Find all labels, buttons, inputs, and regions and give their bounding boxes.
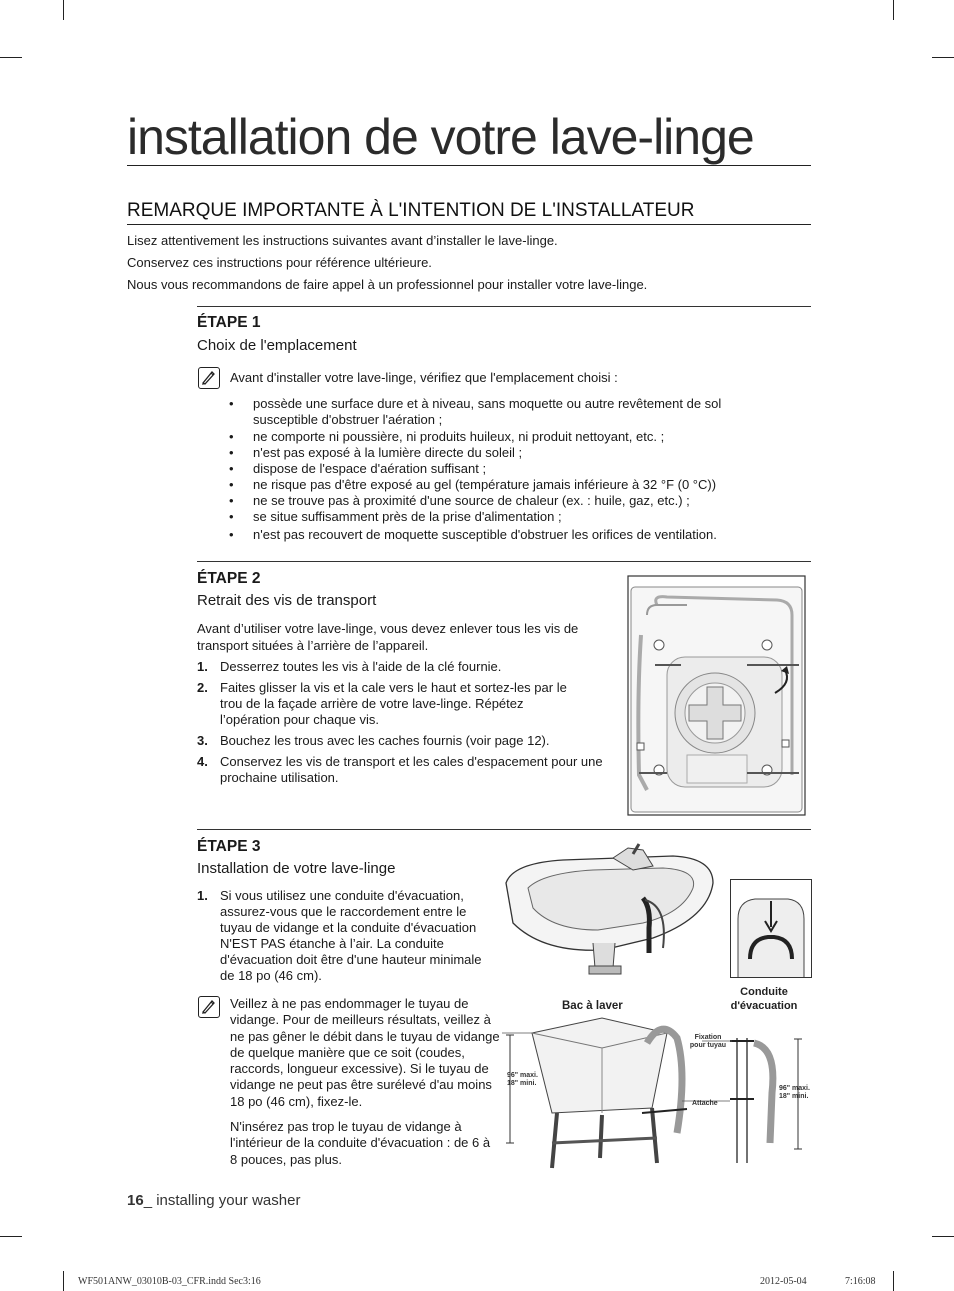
print-date: 2012-05-04 xyxy=(760,1276,807,1287)
height-right-label: 96" maxi. 18" mini. xyxy=(779,1085,810,1100)
crop-mark xyxy=(63,0,64,20)
sink-illustration xyxy=(503,838,718,978)
step3-note: Veillez à ne pas endommager le tuyau de vidange. Pour de meilleurs résultats, veillez à ne pas gêner le débit dans le tuyau de vidange de quelque manière que ce soit (coudes, raccords, longueur excessive). Si le tuyau de vidange ne peut pas être surélevé d'au moins 18 po (46 cm), fixez-le. xyxy=(230,996,500,1109)
tie-label: Attache xyxy=(692,1100,718,1107)
item-text: Si vous utilisez une conduite d'évacuation, assurez-vous que le raccordement entre le tuyau de vidange et la conduite d'évacuation N'EST PAS étanche à l’air. La conduite d'évacuation doit être d'une hauteur minimale de 18 po (46 cm). xyxy=(220,888,482,983)
hose-fix-label: Fixation pour tuyau xyxy=(689,1034,727,1049)
item-text: Conservez les vis de transport et les cales d'espacement pour une prochaine utilisation. xyxy=(220,754,603,785)
intro-line: Conservez ces instructions pour référence ultérieure. xyxy=(127,255,432,270)
item-text: Faites glisser la vis et la cale vers le haut et sortez-les par le trou de la façade arrière de votre lave-linge. Répétez l’opération pour chaque vis. xyxy=(220,680,567,727)
intro-line: Nous vous recommandons de faire appel à un professionnel pour installer votre lave-linge. xyxy=(127,277,648,292)
crop-mark xyxy=(932,1236,954,1237)
item-text: Desserrez toutes les vis à l'aide de la clé fournie. xyxy=(220,659,502,674)
step3-subtitle: Installation de votre lave-linge xyxy=(197,860,396,877)
tub-illustration xyxy=(502,1013,812,1173)
intro-line: Lisez attentivement les instructions suivantes avant d’installer le lave-linge. xyxy=(127,233,558,248)
step-separator xyxy=(197,829,811,830)
crop-mark xyxy=(63,1271,64,1291)
title-rule xyxy=(127,165,811,166)
list-item: • ne se trouve pas à proximité d'une source de chaleur (ex. : huile, gaz, etc.) ; xyxy=(229,493,789,509)
print-time: 7:16:08 xyxy=(845,1276,876,1287)
step-separator xyxy=(197,306,811,307)
drain-label: Conduite d'évacuation xyxy=(730,986,798,1012)
item-number: 2. xyxy=(197,680,208,695)
list-item xyxy=(197,888,497,988)
file-info: WF501ANW_03010B-03_CFR.indd Sec3:16 xyxy=(78,1276,261,1287)
crop-mark xyxy=(0,57,22,58)
section-heading: REMARQUE IMPORTANTE À L'INTENTION DE L'INSTALLATEUR xyxy=(127,200,695,221)
note-pencil-icon xyxy=(198,367,220,389)
step-separator xyxy=(197,561,811,562)
page-title: installation de votre lave-linge xyxy=(127,109,754,165)
item-text: Bouchez les trous avec les caches fournis (voir page 12). xyxy=(220,733,550,748)
crop-mark xyxy=(932,57,954,58)
list-item: • n'est pas exposé à la lumière directe du soleil ; xyxy=(229,445,789,461)
page-number: 16 xyxy=(127,1192,144,1209)
item-number: 4. xyxy=(197,754,208,769)
item-number: 1. xyxy=(197,888,208,903)
crop-mark xyxy=(0,1236,22,1237)
step3-note2: N'insérez pas trop le tuyau de vidange à l'intérieur de la conduite d'évacuation : de 6 à 8 pouces, pas plus. xyxy=(230,1119,491,1167)
list-item: • se situe suffisamment près de la prise d'alimentation ; xyxy=(229,509,789,525)
list-item: • possède une surface dure et à niveau, sans moquette ou autre revêtement de sol susceptible d'obstruer l'aération ; xyxy=(229,396,789,428)
washer-back-illustration xyxy=(627,575,807,817)
crop-mark xyxy=(893,0,894,20)
page-footer-text: _ installing your washer xyxy=(143,1192,301,1209)
item-number: 1. xyxy=(197,659,208,674)
heading-rule xyxy=(127,224,811,225)
step1-subtitle: Choix de l'emplacement xyxy=(197,337,357,354)
step1-bullets xyxy=(229,396,789,543)
step2-title: ÉTAPE 2 xyxy=(197,570,261,587)
step2-subtitle: Retrait des vis de transport xyxy=(197,592,377,609)
page-footer xyxy=(127,1192,300,1209)
step2-list xyxy=(197,659,620,799)
step2-intro: Avant d’utiliser votre lave-linge, vous devez enlever tous les vis de transport situées à l’arrière de l’appareil. xyxy=(197,621,579,653)
list-item: • n'est pas recouvert de moquette susceptible d'obstruer les orifices de ventilation. xyxy=(229,527,789,543)
step3-title: ÉTAPE 3 xyxy=(197,838,261,855)
list-item: • ne risque pas d'être exposé au gel (température jamais inférieure à 32 °F (0 °C)) xyxy=(229,477,789,493)
tub-label: Bac à laver xyxy=(562,1000,623,1012)
note-pencil-icon xyxy=(198,996,220,1018)
list-item: • dispose de l'espace d'aération suffisant ; xyxy=(229,461,789,477)
step1-title: ÉTAPE 1 xyxy=(197,314,261,331)
drain-detail-illustration xyxy=(730,879,812,978)
step1-note: Avant d'installer votre lave-linge, vérifiez que l'emplacement choisi : xyxy=(230,370,618,385)
height-left-label: 96" maxi. 18" mini. xyxy=(507,1072,538,1087)
item-number: 3. xyxy=(197,733,208,748)
list-item: • ne comporte ni poussière, ni produits huileux, ni produit nettoyant, etc. ; xyxy=(229,429,789,445)
crop-mark xyxy=(893,1271,894,1291)
